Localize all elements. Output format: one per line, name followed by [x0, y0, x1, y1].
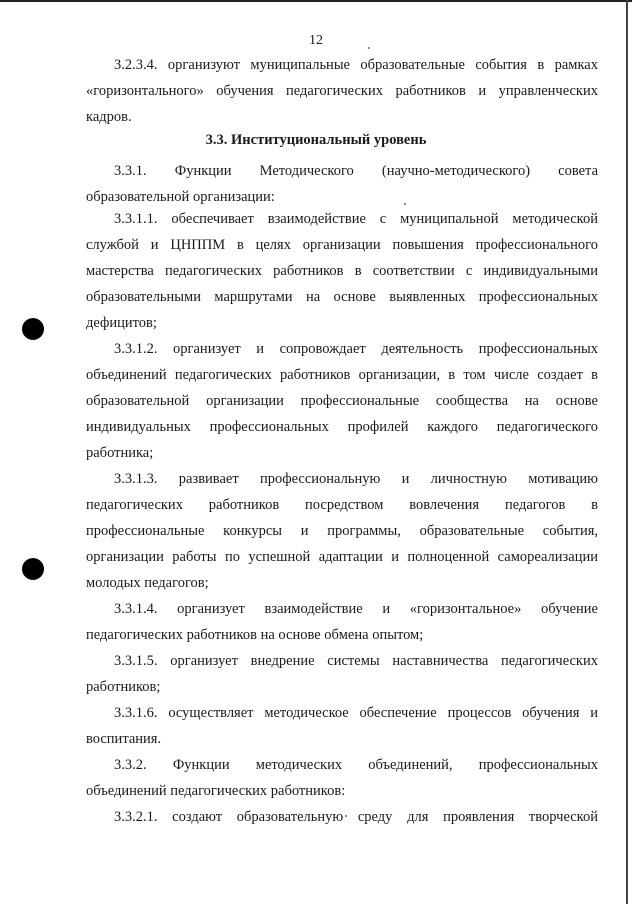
text-line: воспитания.	[86, 731, 162, 747]
text-line: работников;	[86, 679, 161, 695]
page-number: 12	[309, 33, 323, 48]
text-line: службой и ЦНППМ в целях организации повышения профессионального	[86, 237, 598, 253]
text-line: работника;	[86, 445, 154, 461]
text-line: 3.2.3.4. организуют муниципальные образовательные события в рамках	[114, 57, 598, 73]
text-line: организации работы по успешной адаптации и полноценной самореализации	[86, 549, 598, 565]
punch-hole	[22, 318, 44, 340]
text-line: 3.3.2. Функции методических объединений, профессиональных	[114, 757, 598, 773]
paragraph-p3313	[86, 466, 598, 596]
text-line: 3.3.1.6. осуществляет методическое обеспечение процессов обучения и	[114, 705, 598, 721]
punch-hole	[22, 558, 44, 580]
text-line: молодых педагогов;	[86, 575, 209, 591]
text-line: образовательными маршрутами на основе выявленных профессиональных	[86, 289, 598, 305]
text-line: 3.3.1.1. обеспечивает взаимодействие с муниципальной методической	[114, 211, 598, 227]
text-line: дефицитов;	[86, 315, 157, 331]
text-line: индивидуальных профессиональных профилей каждого педагогического	[86, 419, 598, 435]
scan-speck	[368, 47, 370, 49]
paragraph-p3315	[86, 648, 598, 700]
text-line: 3.3.1.2. организует и сопровождает деятельность профессиональных	[114, 341, 598, 357]
paragraph-p332	[86, 752, 598, 804]
text-line: образовательной организации профессиональные сообщества на основе	[86, 393, 598, 409]
text-line: педагогических работников посредством вовлечения педагогов в	[86, 497, 598, 513]
scan-top-edge	[0, 0, 632, 2]
text-line: кадров.	[86, 109, 132, 125]
paragraph-p3312	[86, 336, 598, 466]
paragraph-p331	[86, 158, 598, 210]
text-line: 3.3.2.1. создают образовательную среду для проявления творческой	[114, 809, 598, 825]
text-line: «горизонтального» обучения педагогических работников и управленческих	[86, 83, 598, 99]
paragraph-p3316	[86, 700, 598, 752]
text-line: мастерства педагогических работников в соответствии с индивидуальными	[86, 263, 598, 279]
section-heading: 3.3. Институциональный уровень	[205, 132, 427, 148]
text-line: 3.3.1. Функции Методического (научно-методического) совета	[114, 163, 598, 179]
text-line: 3.3.1.4. организует взаимодействие и «горизонтальное» обучение	[114, 601, 598, 617]
paragraph-p3314	[86, 596, 598, 648]
text-line: 3.3.1.3. развивает профессиональную и личностную мотивацию	[114, 471, 598, 487]
text-line: 3.3.1.5. организует внедрение системы наставничества педагогических	[114, 653, 598, 669]
text-line: образовательной организации:	[86, 189, 275, 205]
text-line: объединений педагогических работников организации, в том числе создает в	[86, 367, 598, 383]
paragraph-p3234	[86, 52, 598, 130]
text-line: профессиональные конкурсы и программы, образовательные события,	[86, 523, 598, 539]
paragraph-p3321	[86, 804, 598, 830]
text-line: педагогических работников на основе обмена опытом;	[86, 627, 424, 643]
text-line: объединений педагогических работников:	[86, 783, 346, 799]
paragraph-p3311	[86, 206, 598, 336]
